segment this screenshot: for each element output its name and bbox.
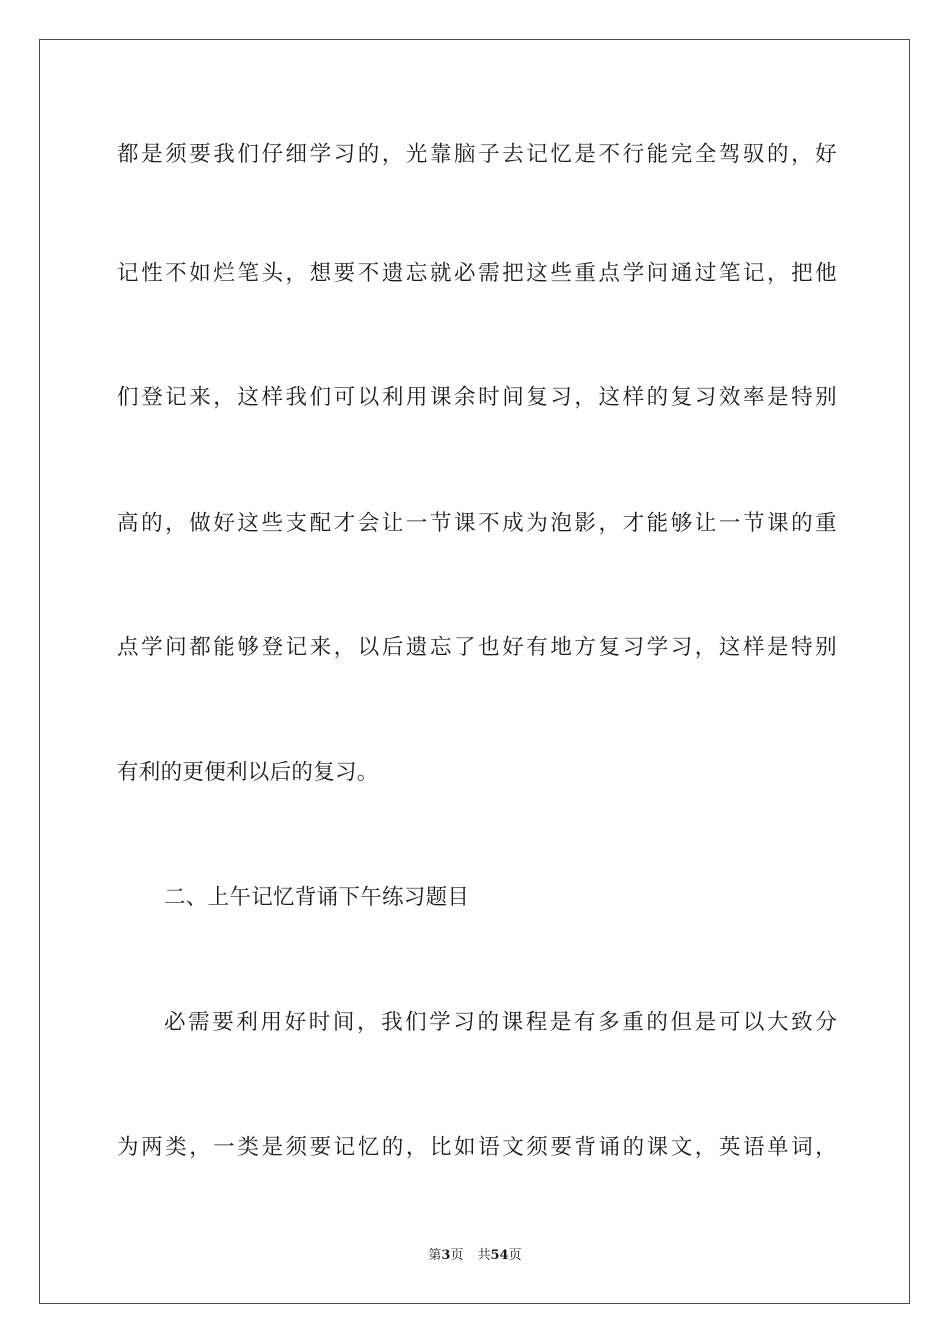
body-text-line: 高的，做好这些支配才会让一节课不成为泡影，才能够让一节课的重 [117,511,837,536]
total-suffix: 页 [508,1248,522,1263]
total-pages: 54 [490,1248,509,1263]
page-prefix: 第 [428,1248,442,1263]
body-text-line: 记性不如烂笔头，想要不遗忘就必需把这些重点学问通过笔记，把他 [117,261,837,286]
body-text-line: 点学问都能够登记来，以后遗忘了也好有地方复习学习，这样是特别 [117,635,837,660]
body-text-line: 为两类，一类是须要记忆的，比如语文须要背诵的课文，英语单词， [117,1135,837,1160]
body-text-line: 必需要利用好时间，我们学习的课程是有多重的但是可以大致分 [164,1010,837,1035]
page-suffix: 页 [450,1248,464,1263]
page-footer [0,1247,950,1265]
body-text-line: 有利的更便利以后的复习。 [117,760,379,785]
section-heading: 二、上午记忆背诵下午练习题目 [164,885,470,910]
body-text-line: 们登记来，这样我们可以利用课余时间复习，这样的复习效率是特别 [117,385,837,410]
page-border [39,39,910,1304]
body-text-line: 都是须要我们仔细学习的，光靠脑子去记忆是不行能完全驾驭的，好 [117,142,837,167]
total-prefix: 共 [477,1248,491,1263]
page-number: 3 [441,1248,451,1263]
